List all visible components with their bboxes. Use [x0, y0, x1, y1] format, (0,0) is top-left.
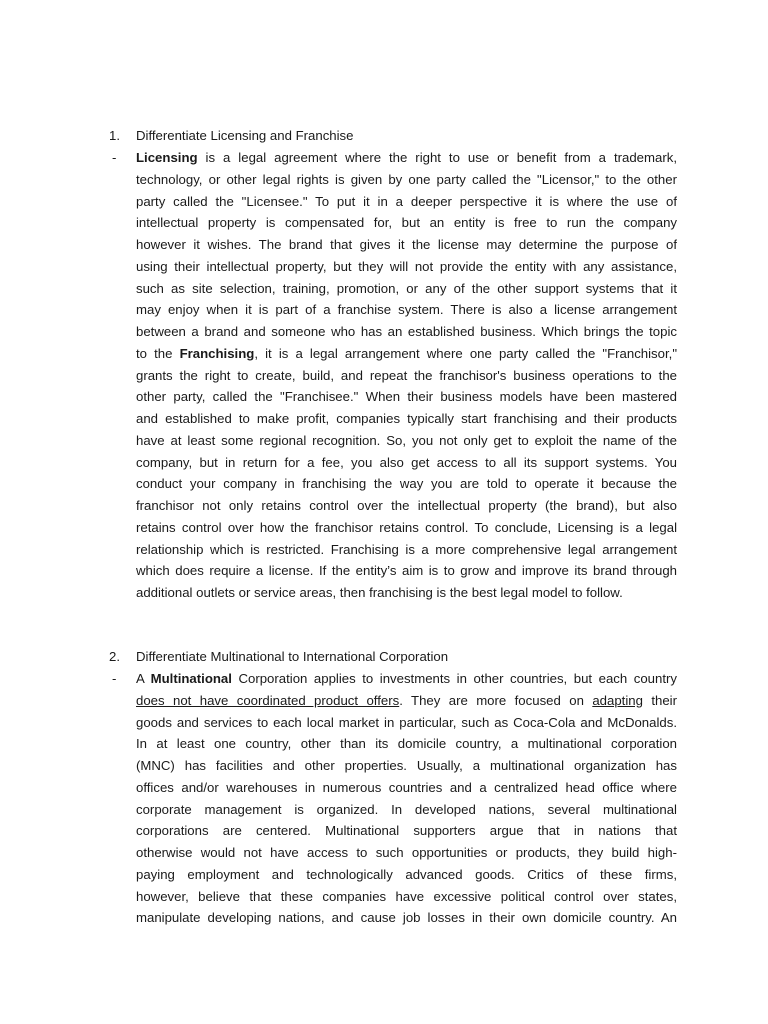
text-run: intellectual property is compensated for, but an entity is free to run the company: [136, 215, 677, 231]
text-run: other party, called the "Franchisee." When their business models have been mastered: [136, 389, 677, 405]
text-run: paying employment and technologically advanced goods. Critics of these firms,: [136, 866, 677, 882]
text-run: company, but in return for a fee, you also get access to all its support systems. You: [136, 454, 677, 470]
text-run: , it is a legal arrangement where one party called the "Franchisor,": [254, 345, 677, 361]
text-run: Corporation applies to investments in other countries, but each country: [231, 671, 677, 686]
text-run: otherwise would not have access to such opportunities or products, they build high-: [136, 845, 677, 860]
text-run: manipulate developing nations, and cause job losses in their own domicile country. An: [136, 910, 677, 926]
text-run: offices and/or warehouses in numerous countries and a centralized head office where: [136, 779, 677, 795]
text-line: [136, 147, 677, 169]
text-run: however it wishes. The brand that gives it the license may determine the purpose of: [136, 237, 677, 252]
text-run: additional outlets or service areas, then franchising is the best legal model to follow.: [136, 585, 623, 600]
text-line: [136, 256, 677, 278]
text-run: using their intellectual property, but they will not provide the entity with any assistance,: [136, 258, 677, 274]
underlined-text: adapting: [592, 692, 643, 708]
section-title: Differentiate Licensing and Franchise: [136, 128, 354, 143]
text-run: their: [642, 692, 677, 708]
text-run: corporations are centered. Multinational supporters argue that in nations that: [136, 823, 677, 839]
paragraph-body: [136, 668, 677, 929]
bold-term: Multinational: [150, 671, 232, 686]
text-line: [136, 365, 677, 387]
section-heading: [0, 646, 768, 668]
text-line: [136, 733, 677, 755]
text-line: [136, 191, 677, 213]
bold-term: Franchising: [179, 345, 255, 361]
text-line: [136, 777, 677, 799]
text-run: such as site selection, training, promotion, or any of the other support systems that it: [136, 280, 677, 296]
section-number: 2.: [109, 649, 120, 664]
text-line: [136, 907, 677, 929]
bold-term: Licensing: [136, 150, 198, 165]
text-run: to the: [136, 345, 180, 361]
list-dash: -: [112, 150, 117, 165]
text-run: have at least some regional recognition. So, you not only get to exploit the name of the: [136, 432, 677, 448]
section-title: Differentiate Multinational to International Corporation: [136, 649, 449, 664]
text-line: [136, 430, 677, 452]
text-line: [136, 386, 677, 408]
text-line: [136, 539, 677, 561]
text-line: [136, 212, 677, 234]
text-run: is a legal agreement where the right to use or benefit from a trademark,: [197, 150, 677, 165]
text-line: [136, 343, 677, 365]
text-line: [136, 690, 677, 712]
text-line: [136, 473, 677, 495]
text-run: technology, or other legal rights is given by one party called the "Licensor," to the other: [136, 171, 677, 187]
text-line: [136, 668, 677, 690]
section-multinational-international: [0, 646, 768, 926]
text-line: [136, 278, 677, 300]
text-line: [136, 864, 677, 886]
text-run: A: [136, 671, 151, 686]
section-licensing-franchise: [0, 125, 768, 600]
text-line: [136, 234, 677, 256]
underlined-text: does not have coordinated product offers: [136, 692, 400, 708]
text-line: [136, 842, 677, 864]
text-run: relationship which is restricted. Franchising is a more comprehensive legal arrangement: [136, 541, 677, 557]
text-line: [136, 755, 677, 777]
text-line: [136, 517, 677, 539]
section-number: 1.: [109, 128, 120, 143]
text-run: may enjoy when it is part of a franchise system. There is also a license arrangement: [136, 302, 677, 318]
list-dash: -: [112, 671, 117, 686]
text-line: [136, 452, 677, 474]
text-line: [136, 495, 677, 517]
text-run: between a brand and someone who has an established business. Which brings the topic: [136, 324, 677, 339]
text-line: [136, 169, 677, 191]
text-run: franchisor not only retains control over the intellectual property (the brand), but also: [136, 498, 677, 513]
text-run: retains control over how the franchisor retains control. To conclude, Licensing is a legal: [136, 519, 677, 535]
text-line: [136, 408, 677, 430]
text-run: goods and services to each local market in particular, such as Coca-Cola and McDonalds.: [136, 714, 677, 730]
section-heading: [0, 125, 768, 147]
text-run: conduct your company in franchising the way you are told to operate it because the: [136, 476, 677, 492]
text-line: [136, 886, 677, 908]
text-run: party called the "Licensee." To put it in a deeper perspective it is where the use of: [136, 193, 677, 209]
text-run: (MNC) has facilities and other properties. Usually, a multinational organization has: [136, 758, 677, 773]
text-line: [136, 560, 677, 582]
text-run: which does require a license. If the entity’s aim is to grow and improve its brand through: [136, 563, 677, 579]
text-run: In at least one country, other than its domicile country, a multinational corporation: [136, 736, 677, 752]
text-line: [136, 799, 677, 821]
text-run: however, believe that these companies have excessive political control over states,: [136, 888, 677, 904]
text-line: [136, 321, 677, 343]
text-line: [136, 712, 677, 734]
text-line: [136, 820, 677, 842]
text-line: [136, 299, 677, 321]
text-run: grants the right to create, build, and repeat the franchisor's business operations to the: [136, 367, 677, 383]
text-run: and established to make profit, companies typically start franchising and their products: [136, 411, 677, 426]
text-run: corporate management is organized. In developed nations, several multinational: [136, 801, 677, 817]
text-run: . They are more focused on: [399, 692, 593, 708]
text-line: [136, 582, 677, 604]
paragraph-body: [136, 147, 677, 604]
